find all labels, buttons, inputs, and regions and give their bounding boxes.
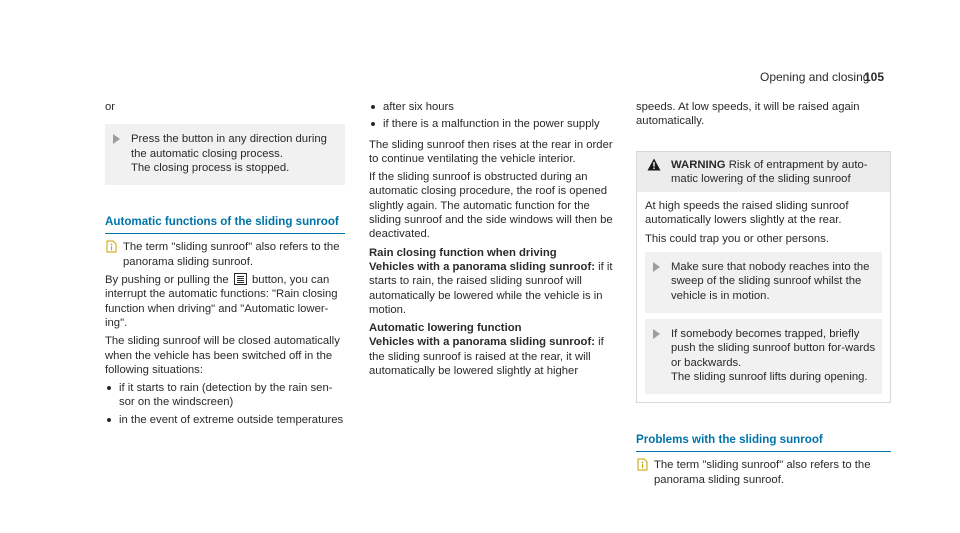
step-result: The sliding sunroof lifts during opening. <box>671 370 868 383</box>
instruction-step <box>653 327 876 384</box>
paragraph <box>369 260 619 317</box>
header-title: Opening and closing <box>760 70 870 84</box>
bullet-icon <box>107 418 111 422</box>
step-text: Press the button in any direction during the automatic closing process. <box>131 133 327 160</box>
info-note <box>105 240 345 269</box>
info-icon <box>105 240 117 253</box>
instruction-box <box>105 124 345 185</box>
note-text: The term "sliding sunroof" also refers to the panorama sliding sunroof. <box>123 241 340 268</box>
arrow-icon <box>653 329 660 339</box>
bullet-icon <box>107 386 111 390</box>
step-text: If somebody becomes trapped, briefly push the sliding sunroof button for-wards or backwards. <box>671 327 876 369</box>
paragraph: The sliding sunroof then rises at the rear in order to continue ventilating the vehicle interior. <box>369 138 613 165</box>
list-item <box>369 117 619 131</box>
list-item-text: if it starts to rain (detection by the rain sen-sor on the windscreen) <box>119 382 333 409</box>
instruction-box <box>645 252 882 313</box>
paragraph-text: if the sliding sunroof is raised at the rear, it will automatically be lowered slightly at higher <box>369 336 604 378</box>
list-item-text: if there is a malfunction in the power supply <box>383 118 600 131</box>
warning-label: WARNING <box>671 158 726 171</box>
warning-header <box>637 152 890 193</box>
info-icon <box>636 458 648 471</box>
paragraph: The sliding sunroof will be closed automatically when the vehicle has been switched off in the following situations: <box>105 335 340 376</box>
warning-box <box>636 151 891 404</box>
paragraph <box>105 273 345 330</box>
warning-body <box>637 192 890 402</box>
step-text: Make sure that nobody reaches into the sweep of the sliding sunroof whilst the vehicle is in motion. <box>671 261 870 302</box>
info-note <box>636 458 891 487</box>
step-result: The closing process is stopped. <box>131 161 290 174</box>
page-header <box>760 70 920 86</box>
column-middle <box>369 100 619 382</box>
column-right <box>636 100 891 491</box>
section-title-problems: Problems with the sliding sunroof <box>636 433 891 452</box>
paragraph-text: if it starts to rain, the raised sliding sunroof will automatically be lowered while the vehicle is in motion. <box>369 260 613 316</box>
paragraph: speeds. At low speeds, it will be raised again automatically. <box>636 101 860 128</box>
list-item-text: in the event of extreme outside temperatures <box>119 413 344 426</box>
column-left <box>105 100 345 430</box>
or-text: or <box>105 101 116 113</box>
list-item <box>105 381 345 410</box>
paragraph: If the sliding sunroof is obstructed during an automatic closing procedure, the roof is opened slightly again. The automatic function for the sliding sunroof and the side windows will then be deactivated. <box>369 171 613 241</box>
subsection-title: Automatic lowering function <box>369 322 522 335</box>
warning-text: Risk of entrapment by auto-matic lowering of the sliding sunroof <box>671 158 868 185</box>
arrow-icon <box>653 262 660 272</box>
paragraph <box>369 335 619 378</box>
warning-icon <box>647 158 661 171</box>
list-item-text: after six hours <box>383 101 454 113</box>
vehicle-condition: Vehicles with a panorama sliding sunroof: <box>369 336 595 349</box>
list-item <box>105 413 345 427</box>
list-item <box>369 100 619 114</box>
paragraph: This could trap you or other persons. <box>645 232 829 245</box>
page-number: 105 <box>864 70 885 84</box>
bullet-icon <box>371 122 375 126</box>
section-title-automatic-functions: Automatic functions of the sliding sunroof <box>105 215 345 234</box>
instruction-step <box>653 260 876 303</box>
arrow-icon <box>113 134 120 144</box>
note-text: The term "sliding sunroof" also refers to the panorama sliding sunroof. <box>654 459 871 486</box>
sunroof-button-icon <box>234 273 247 285</box>
paragraph-text: button, you can interrupt the automatic functions: "Rain closing function when driving" and "Automatic lower-ing". <box>105 274 338 329</box>
vehicle-condition: Vehicles with a panorama sliding sunroof: <box>369 260 595 273</box>
instruction-step <box>113 132 339 175</box>
subsection-title: Rain closing function when driving <box>369 246 557 259</box>
paragraph: At high speeds the raised sliding sunroof automatically lowers slightly at the rear. <box>645 200 849 227</box>
paragraph-text: By pushing or pulling the <box>105 274 229 287</box>
instruction-box <box>645 319 882 394</box>
bullet-icon <box>371 105 375 109</box>
